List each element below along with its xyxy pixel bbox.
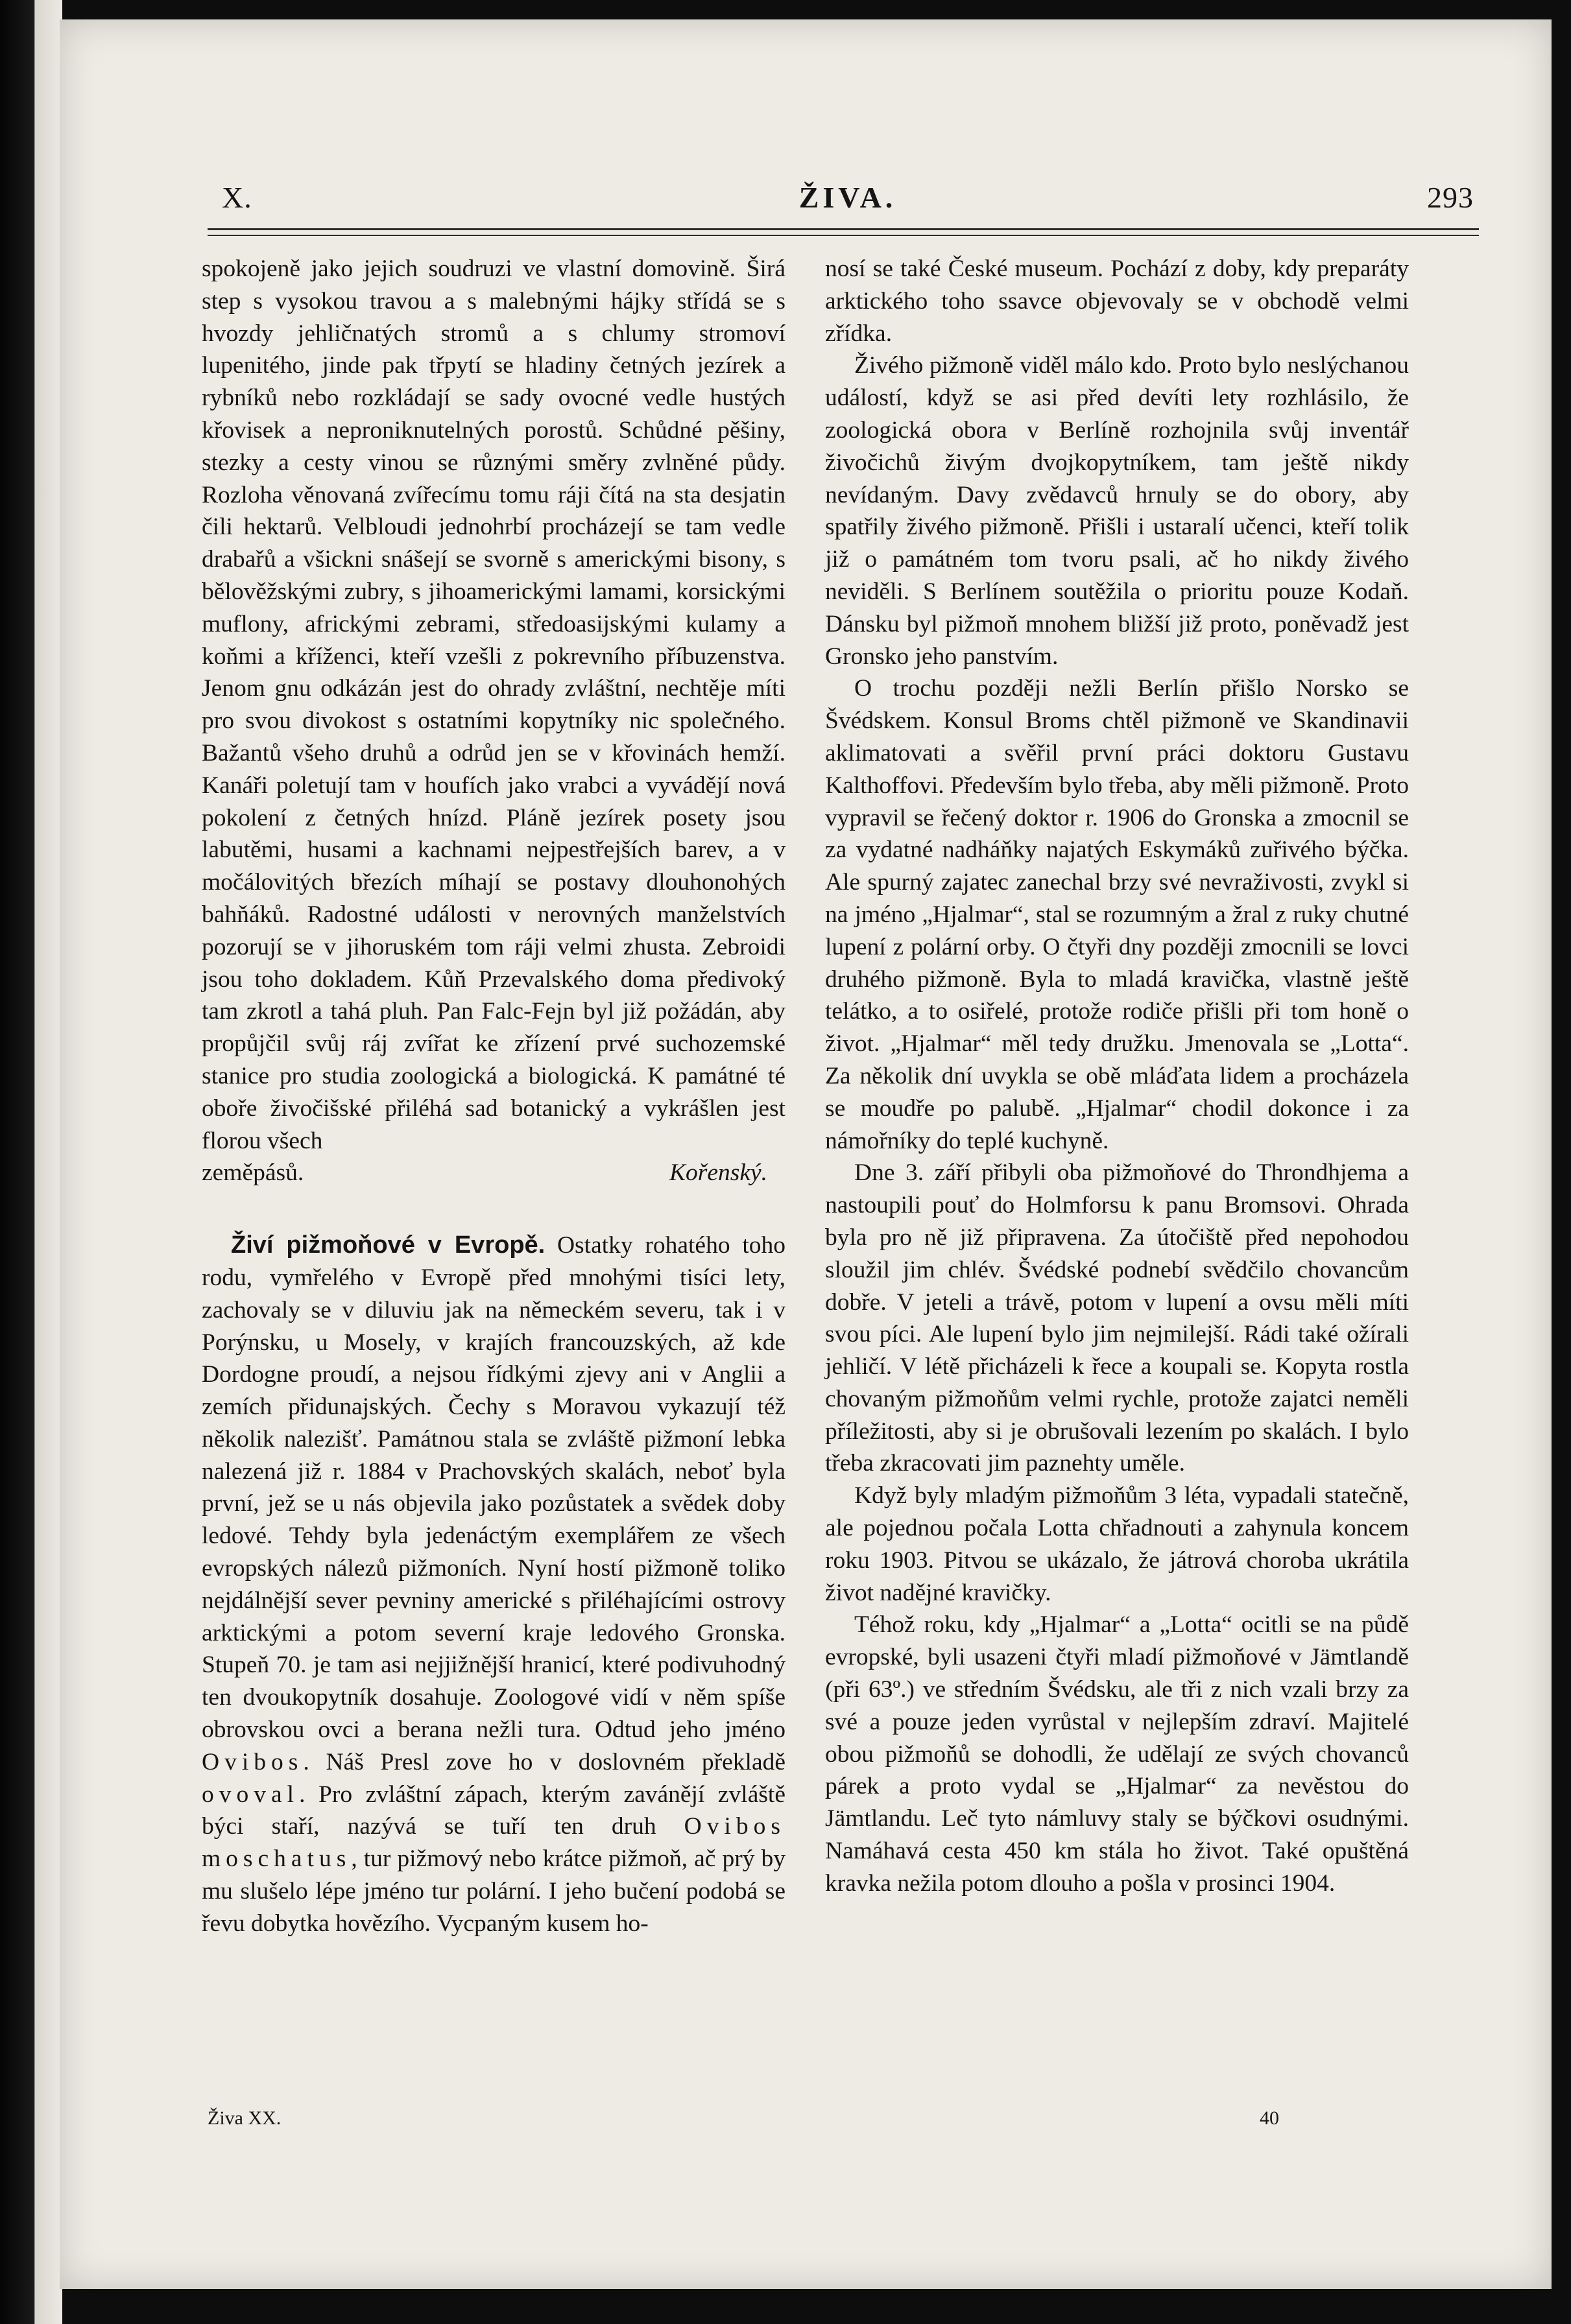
page-number: 293: [1427, 181, 1474, 214]
paragraph: spokojeně jako jejich soudruzi ve vlastní domovině. Širá step s vysokou travou a s malebnými hájky střídá se s hvozdy jehličnatých stromů a s chlumy stromoví lupenitého, jinde pak třpytí se hladiny četných jezírek a rybníků nebo rozkládají se sady ovocné vedle hustých křovisek a neproniknutelných porostů. Schůdné pěšiny, stezky a cesty vinou se různými směry zvlněné půdy. Rozloha věnovaná zvířecímu tomu ráji čítá na sta desjatin čili hektarů. Velbloudi jednohrbí procházejí se tam vedle drabařů a všickni snášejí se svorně s americkými bisony, s bělověžskými zubry, s jihoamerickými lamami, korsickými muflony, africkými zebrami, středoasijskými kulamy a koňmi a kříženci, kteří vzešli z pokrevního příbuzenstva. Jenom gnu odkázán jest do ohrady zvláštní, nechtěje míti pro svou divokost s ostatními kopytníky nic společného. Bažantů všeho druhů a odrůd jen se v křovinách hemží. Kanáři poletují tam v houfích jako vrabci a vyvádějí nová pokolení z četných hnízd. Pláně jezírek posety jsou labutěmi, husami a kachnami nejpestřejších barev, a v močálovitých březích míhají se postavy dlouhonohých bahňáků. Radostné události v nerovných manželstvích pozorují se v jihoruském tom ráji velmi zhusta. Zebroidi jsou toho dokladem. Kůň Przevalského doma předivoký tam zkrotl a tahá pluh. Pan Falc-Fejn byl již požádán, aby propůjčil svůj ráj zvířat ke zřízení prvé suchozemské stanice pro studia zoologická a biologická. K památné té oboře živočišské přiléhá sad botanický a vykrášlen jest florou všech: [202, 255, 786, 1154]
paragraph-last-word: zeměpásů.: [202, 1159, 304, 1187]
paragraph: Živého pižmoně viděl málo kdo. Proto bylo neslýchanou událostí, když se asi před devíti lety rozhlásilo, že zoologická obora v Berlíně rozhojnila svůj inventář živočichů živým dvojkopytníkem, tam ještě nikdy nevídaným. Davy zvědavců hrnuly se do obory, aby spatřily živého pižmoně. Přišli i ustaralí učenci, kteří tolik již o památném tom tvoru psali, ač ho nikdy živého neviděli. S Berlínem soutěžila o prioritu pouze Kodaň. Dánsku byl pižmoň mnohem bližší již proto, poněvadž jest Gronsko jeho panstvím.: [825, 352, 1409, 670]
paragraph-end: [202, 1157, 786, 1189]
scan-border: [0, 0, 62, 2324]
section-title: Živí pižmoňové v Evropě.: [231, 1231, 546, 1259]
paragraph: Téhož roku, kdy „Hjalmar“ a „Lotta“ ocitli se na půdě evropské, byli usazeni čtyři mladí pižmoňové v Jämtlandě (při 63º.) ve středním Švédsku, ale tři z nich vzali brzy za své a pouze jeden vyrůstal v nejlepším zdraví. Majitelé obou pižmoňů se dohodli, že udělají ze svých chovanců párek a proto vydal se „Hjalmar“ za nevěstou do Jämtlandu. Leč tyto námluvy staly se býčkovi osudnými. Namáhavá cesta 450 km stála ho život. Také opuštěná kravka nežila potom dlouho a pošla v prosinci 1904.: [825, 1611, 1409, 1897]
right-column: [825, 253, 1409, 1900]
text-run: . Náš Presl zove ho v doslovném překladě: [303, 1748, 786, 1775]
text-run: Ostatky rohatého toho rodu, vymřelého v Evropě před mnohými tisíci lety, zachovaly se v diluviu jak na německém severu, tak i v Porýnsku, u Mosely, v krajích francouzských, až kde Dordogne proudí, a nejsou řídkými zjevy ani v Anglii a zemích přidunajských. Čechy s Moravou vykazují též několik nalezišť. Památnou stala se zvláště pižmoní lebka nalezená již r. 1884 v Prachovských skalách, neboť byla první, jež se u nás objevila jako pozůstatek a svědek doby ledové. Tehdy byla jedenáctým exemplářem ze všech evropských nálezů pižmoních. Nyní hostí pižmoně toliko nejdálnější sever pevniny americké s přiléhajícími ostrovy arktickými a potom severní kraje ledového Gronska. Stupeň 70. je tam asi nejjižnější hranicí, které podivuhodný ten dvoukopytník dosahuje. Zoologové vidí v něm spíše obrovskou ovci a berana nežli tura. Odtud jeho jméno: [202, 1232, 786, 1744]
text-run: , tur pižmový nebo krátce pižmoň, ač prý by mu slušelo lépe jméno tur polární. I jeho bučení podobá se řevu dobytka hovězího. Vycpaným kusem ho-: [202, 1845, 786, 1937]
paragraph: Když byly mladým pižmoňům 3 léta, vypadali statečně, ale pojednou počala Lotta chřadnouti a zahynula koncem roku 1903. Pitvou se ukázalo, že játrová choroba ukrátila život nadějné kravičky.: [825, 1482, 1409, 1606]
paragraph: Dne 3. září přibyli oba pižmoňové do Throndhjema a nastoupili pouť do Holmforsu k panu Bromsovi. Ohrada byla pro ně již připravena. Za útočiště před nepohodou sloužil jim chlév. Švédské podnebí svědčilo chovancům dobře. V jeteli a trávě, potom v lupení a ovsu měli míti svou píci. Ale lupení bylo jim nejmilejší. Rádi také ožírali jehličí. V létě přicházeli k řece a koupali se. Kopyta rostla chovaným pižmoňům velmi rychle, protože zajatci neměli příležitosti, aby si je obrušovali lezením po skalách. I bylo třeba zkracovati jim paznehty uměle.: [825, 1159, 1409, 1477]
article-paragraph: [202, 1229, 786, 1940]
signature-mark: Živa XX.: [208, 2107, 282, 2129]
latin-term: Ovibos: [202, 1748, 304, 1775]
author-signature: Kořenský.: [669, 1159, 767, 1187]
header-rule: [208, 228, 1479, 230]
latin-term: Ovibos moschatus: [202, 1813, 786, 1873]
paragraph: nosí se také České museum. Pochází z doby, kdy preparáty arktického toho ssavce objevovaly se v obchodě velmi zřídka.: [825, 255, 1409, 347]
running-header: [222, 161, 1474, 213]
header-rule-thin: [208, 235, 1479, 236]
volume-number: X.: [222, 181, 252, 214]
paragraph: O trochu později nežli Berlín přišlo Norsko se Švédskem. Konsul Broms chtěl pižmoně ve Skandinavii aklimatovati a svěřil první práci doktoru Gustavu Kalthoffovi. Především bylo třeba, aby měli pižmoně. Proto vypravil se řečený doktor r. 1906 do Gronska a zmocnil se za vydatné nadháňky najatých Eskymáků zuřivého býčka. Ale spurný zajatec zanechal brzy své nevraživosti, zvykl si na jméno „Hjalmar“, stal se rozumným a žral z ruky chutné lupení z polární orby. O čtyři dny později zmocnili se lovci druhého pižmoně. Byla to mladá kravička, vlastně ještě telátko, a to osiřelé, protože rodiče přišli při tom honě o život. „Hjalmar“ měl tedy družku. Jmenovala se „Lotta“. Za několik dní uvykla se obě mláďata lidem a procházela se moudře po palubě. „Hjalmar“ chodil dokonce i za námořníky do teplé kuchyně.: [825, 675, 1409, 1154]
left-column: [202, 253, 786, 1940]
czech-term: ovoval: [202, 1781, 300, 1808]
text-run: . Pro zvláštní zápach, kterým zavánějí zvláště býci staří, nazývá se tuří ten druh: [202, 1781, 786, 1840]
journal-title: ŽIVA.: [798, 181, 897, 214]
document-page: [60, 19, 1552, 2289]
sheet-number: 40: [1260, 2107, 1279, 2129]
